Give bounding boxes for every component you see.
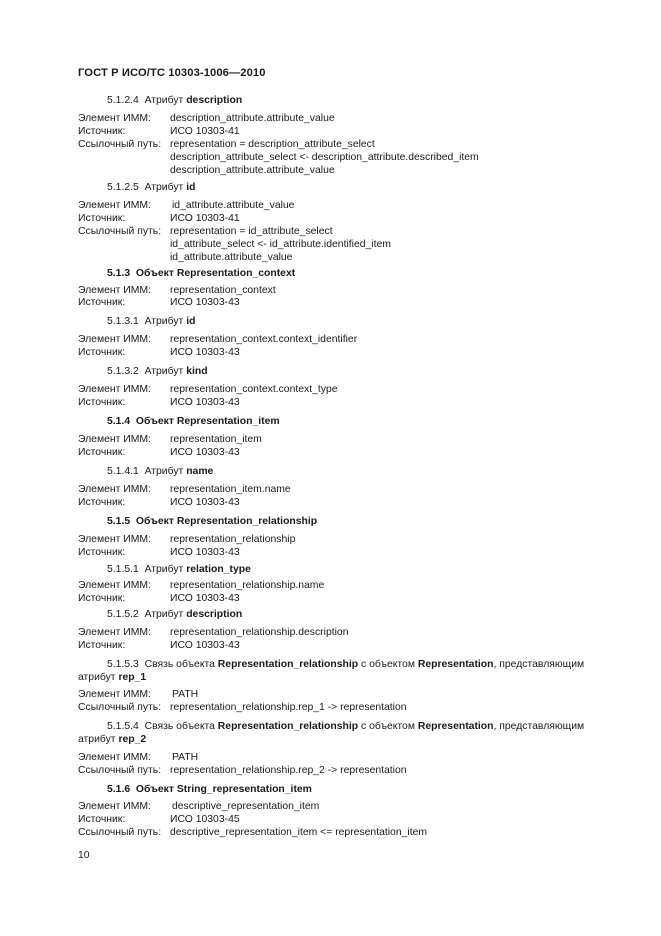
path-line: representation_relationship.rep_1 -> representation — [170, 702, 407, 713]
elem-label: Элемент ИММ: — [78, 627, 151, 638]
heading-5-1-5 — [107, 516, 317, 529]
to-entity: Representation — [417, 721, 494, 732]
heading-5-1-5-3-cont — [78, 672, 146, 685]
section-number: 5.1.6 — [107, 784, 131, 795]
elem-label: Элемент ИММ: — [78, 801, 151, 812]
src-label: Источник: — [78, 447, 126, 458]
attr-name: rep_1 — [118, 672, 147, 683]
elem-value: id_attribute.attribute_value — [172, 200, 295, 211]
attr-name: description — [186, 95, 243, 106]
attr-name: kind — [186, 366, 208, 377]
path-line: id_attribute_select <- id_attribute.identified_item — [170, 239, 391, 250]
section-number: 5.1.5 — [107, 516, 131, 527]
src-label: Источник: — [78, 213, 126, 224]
heading-5-1-5-4-cont — [78, 734, 146, 747]
path-line: description_attribute_select <- description_attribute.described_item — [170, 152, 479, 163]
path-line: descriptive_representation_item <= representation_item — [170, 827, 428, 838]
elem-value: representation_context.context_type — [170, 384, 338, 395]
heading-5-1-2-4 — [107, 95, 242, 108]
attr-word: Атрибут — [144, 316, 184, 327]
elem-label: Элемент ИММ: — [78, 580, 151, 591]
section-number: 5.1.5.2 — [107, 609, 139, 620]
section-number: 5.1.5.4 — [107, 721, 139, 732]
src-label: Источник: — [78, 126, 126, 137]
section-number: 5.1.2.5 — [107, 182, 139, 193]
elem-value: representation_relationship.description — [170, 627, 349, 638]
page-number: 10 — [78, 850, 90, 861]
obj-word: Объект — [135, 516, 174, 527]
link-word: Связь объекта — [144, 721, 215, 732]
section-number: 5.1.5.3 — [107, 659, 139, 670]
elem-value: descriptive_representation_item — [172, 801, 320, 812]
section-number: 5.1.3 — [107, 268, 131, 279]
with-obj-word: с объектом — [361, 659, 415, 670]
elem-label: Элемент ИММ: — [78, 484, 151, 495]
path-line: representation = description_attribute_select — [170, 139, 375, 150]
src-value: ИСО 10303-43 — [170, 297, 240, 308]
elem-value: representation_relationship.name — [170, 580, 325, 591]
representing-word: , представляющим — [493, 721, 585, 732]
heading-5-1-5-1 — [107, 564, 251, 577]
attr-name: description — [186, 609, 243, 620]
attr-name: rep_2 — [118, 734, 147, 745]
src-value: ИСО 10303-45 — [170, 814, 240, 825]
attr-word: Атрибут — [144, 366, 184, 377]
heading-5-1-3 — [107, 268, 295, 281]
path-label: Ссылочный путь: — [78, 139, 162, 150]
src-value: ИСО 10303-43 — [170, 547, 240, 558]
heading-5-1-4-1 — [107, 466, 213, 479]
elem-value: representation_context.context_identifier — [170, 334, 358, 345]
path-line: representation = id_attribute_select — [170, 226, 333, 237]
attr-word: Атрибут — [144, 466, 184, 477]
obj-name: Representation_relationship — [176, 516, 318, 527]
src-value: ИСО 10303-43 — [170, 347, 240, 358]
section-number: 5.1.3.1 — [107, 316, 139, 327]
path-label: Ссылочный путь: — [78, 226, 162, 237]
elem-value: PATH — [172, 689, 199, 700]
section-number: 5.1.5.1 — [107, 564, 139, 575]
src-label: Источник: — [78, 397, 126, 408]
heading-5-1-5-2 — [107, 609, 242, 622]
elem-value: representation_relationship — [170, 534, 296, 545]
attr-word: атрибут — [78, 672, 116, 683]
section-number: 5.1.4 — [107, 416, 131, 427]
elem-label: Элемент ИММ: — [78, 689, 151, 700]
from-entity: Representation_relationship — [217, 721, 359, 732]
to-entity: Representation — [417, 659, 494, 670]
heading-5-1-2-5 — [107, 182, 195, 195]
src-label: Источник: — [78, 640, 126, 651]
src-value: ИСО 10303-43 — [170, 640, 240, 651]
obj-word: Объект — [135, 784, 174, 795]
path-line: description_attribute.attribute_value — [170, 165, 335, 176]
attr-word: Атрибут — [144, 182, 184, 193]
heading-5-1-3-1 — [107, 316, 195, 329]
section-number: 5.1.3.2 — [107, 366, 139, 377]
path-label: Ссылочный путь: — [78, 765, 162, 776]
elem-label: Элемент ИММ: — [78, 534, 151, 545]
section-number: 5.1.2.4 — [107, 95, 139, 106]
src-value: ИСО 10303-41 — [170, 213, 240, 224]
attr-name: id — [186, 182, 196, 193]
path-line: representation_relationship.rep_2 -> representation — [170, 765, 407, 776]
elem-value: representation_item — [170, 434, 262, 445]
path-label: Ссылочный путь: — [78, 827, 162, 838]
obj-word: Объект — [135, 268, 174, 279]
from-entity: Representation_relationship — [217, 659, 359, 670]
page-header: ГОСТ Р ИСО/ТС 10303-1006—2010 — [78, 67, 266, 79]
heading-5-1-5-3 — [107, 659, 584, 672]
attr-word: атрибут — [78, 734, 116, 745]
with-obj-word: с объектом — [361, 721, 415, 732]
attr-name: relation_type — [186, 564, 251, 575]
src-label: Источник: — [78, 347, 126, 358]
heading-5-1-5-4 — [107, 721, 584, 734]
elem-label: Элемент ИММ: — [78, 334, 151, 345]
src-value: ИСО 10303-43 — [170, 397, 240, 408]
src-value: ИСО 10303-41 — [170, 126, 240, 137]
src-label: Источник: — [78, 297, 126, 308]
attr-word: Атрибут — [144, 564, 184, 575]
obj-name: String_representation_item — [176, 784, 312, 795]
elem-label: Элемент ИММ: — [78, 200, 151, 211]
obj-name: Representation_item — [176, 416, 280, 427]
attr-name: id — [186, 316, 196, 327]
heading-5-1-4 — [107, 416, 280, 429]
section-number: 5.1.4.1 — [107, 466, 139, 477]
elem-value: representation_context — [170, 285, 276, 296]
obj-name: Representation_context — [176, 268, 296, 279]
src-label: Источник: — [78, 593, 126, 604]
heading-5-1-6 — [107, 784, 312, 797]
elem-value: PATH — [172, 752, 199, 763]
elem-label: Элемент ИММ: — [78, 434, 151, 445]
elem-label: Элемент ИММ: — [78, 113, 151, 124]
attr-word: Атрибут — [144, 95, 184, 106]
attr-name: name — [186, 466, 214, 477]
representing-word: , представляющим — [493, 659, 585, 670]
src-value: ИСО 10303-43 — [170, 447, 240, 458]
path-label: Ссылочный путь: — [78, 702, 162, 713]
src-label: Источник: — [78, 547, 126, 558]
path-line: id_attribute.attribute_value — [170, 252, 293, 263]
elem-label: Элемент ИММ: — [78, 752, 151, 763]
heading-5-1-3-2 — [107, 366, 208, 379]
src-value: ИСО 10303-43 — [170, 593, 240, 604]
link-word: Связь объекта — [144, 659, 215, 670]
elem-label: Элемент ИММ: — [78, 384, 151, 395]
src-value: ИСО 10303-43 — [170, 497, 240, 508]
elem-value: description_attribute.attribute_value — [170, 113, 335, 124]
src-label: Источник: — [78, 814, 126, 825]
elem-label: Элемент ИММ: — [78, 285, 151, 296]
src-label: Источник: — [78, 497, 126, 508]
elem-value: representation_item.name — [170, 484, 291, 495]
attr-word: Атрибут — [144, 609, 184, 620]
obj-word: Объект — [135, 416, 174, 427]
